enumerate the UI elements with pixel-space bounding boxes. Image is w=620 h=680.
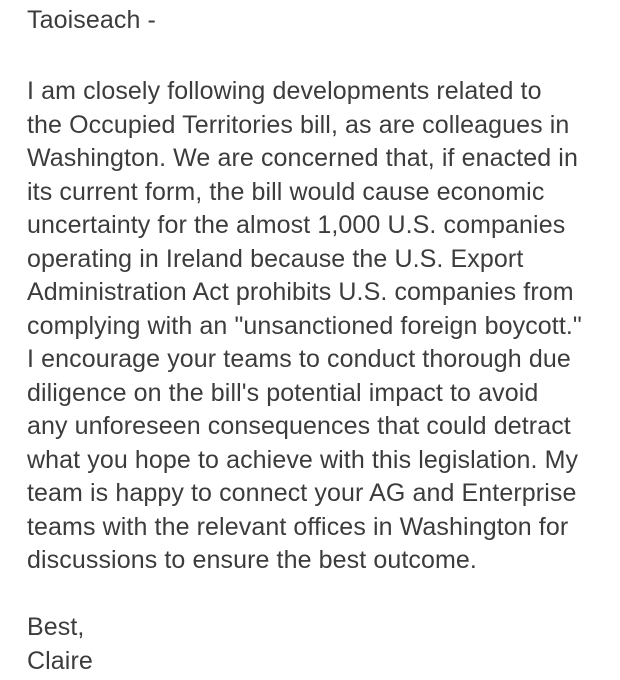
body-line: the Occupied Territories bill, as are colleagues in [27,110,570,139]
body-line: team is happy to connect your AG and Enterprise [27,479,577,507]
body-line: uncertainty for the almost 1,000 U.S. companies [27,211,566,239]
paragraph-spacer [27,578,620,612]
paragraph-spacer [27,38,620,72]
body-line: discussions to ensure the best outcome. [27,546,477,574]
closing: Best, [27,613,85,641]
body-line: diligence on the bill's potential impact to avoid [27,378,539,407]
body-line: I encourage your teams to conduct thorough due [27,345,571,373]
body-line: operating in Ireland because the U.S. Export [27,244,524,273]
signature: Claire [27,646,93,675]
body-line: Washington. We are concerned that, if enacted in [27,144,578,172]
body-line: its current form, the bill would cause economic [27,177,545,206]
body-line: I am closely following developments related to [27,77,542,105]
body-line: any unforeseen consequences that could detract [27,412,571,440]
body-line: complying with an "unsanctioned foreign boycott." [27,311,582,340]
body-paragraph [27,75,620,578]
body-line: teams with the relevant offices in Washington for [27,512,569,541]
body-line: what you hope to achieve with this legislation. My [27,445,579,474]
greeting: Taoiseach - [27,6,156,34]
body-line: Administration Act prohibits U.S. companies from [27,278,574,306]
